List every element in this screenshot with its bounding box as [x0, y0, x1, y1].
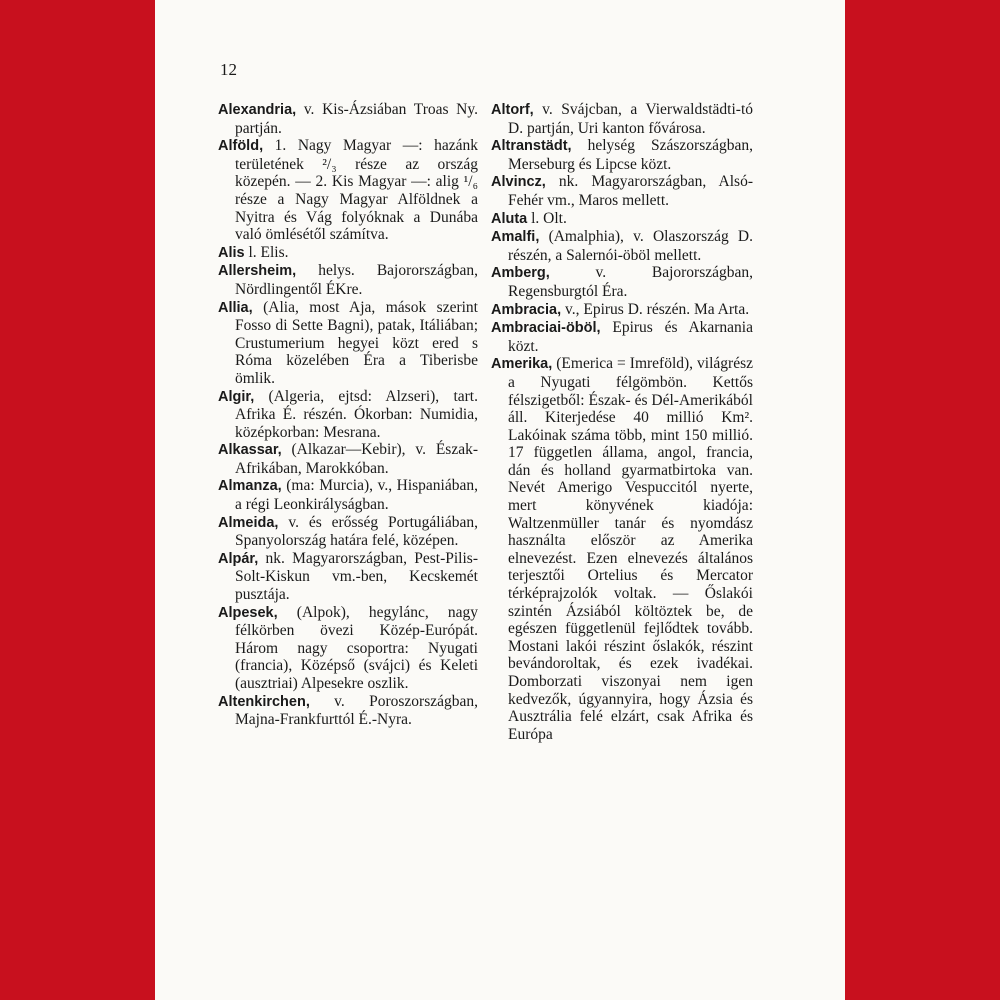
entry-text: v. Kis-Ázsiában Troas Ny. partján.: [235, 101, 478, 137]
entry-text: v. és erősség Portugáliában, Spanyolország határa felé, középen.: [235, 513, 478, 550]
entry: [218, 441, 478, 477]
entry-text: nk. Magyarországban, Alsó-Fehér vm., Maros mellett.: [508, 173, 753, 209]
entry: [218, 388, 478, 442]
headword: Altranstädt,: [491, 138, 572, 155]
headword: Ambracia,: [491, 301, 562, 318]
entry-text: v. Svájcban, a Vierwaldstädti-tó D. partján, Uri kanton fővárosa.: [508, 101, 753, 137]
headword: Amalfi,: [491, 229, 540, 246]
entry-text: v. Poroszországban, Majna-Frankfurttól É.-Nyra.: [235, 692, 478, 729]
headword: Alpesek,: [218, 604, 278, 621]
entry-text: v., Epirus D. részén. Ma Arta.: [561, 300, 750, 318]
headword: Alpár,: [218, 550, 259, 567]
headword: Algir,: [218, 388, 255, 405]
entry-text: Epirus és Akarnania közt.: [508, 319, 753, 355]
entry-text: l. Elis.: [244, 243, 289, 261]
entry: [218, 299, 478, 388]
headword: Alföld,: [218, 138, 264, 155]
entry: [491, 355, 753, 743]
entry-text: helység Szászországban, Merseburg és Lipcse közt.: [508, 137, 753, 173]
entry-text: (Emerica = Imreföld), világrész a Nyugati félgömbön. Kettős félszigetből: Észak- és Dél-Amerikából áll. Kiterjedése 40 millió Km². Lakóinak száma több, mint 150 millió. 17 független állama, angol, francia, dán és holland gyarmatbirtoka van. Nevét Amerigo Vespuccitól nyerte, mert könyvének kiadója: Waltzenmüller tanár és nyomdász használta először az Amerika elnevezést. Ezen elnevezés általános terjesztői Ortelius és Mercator térképrajzolók voltak. — Őslakói szintén Ázsiából költöztek be, de egészen függetlenül fejlődtek tovább. Mostani lakói részint őslakók, részint bevándoroltak, és ezek ivadékai. Domborzati viszonyai nem igen kedvezők, úgyannyira, hogy Ázsia és Ausztrália felé elzárt, csak Afrika és Európa: [508, 355, 753, 743]
entry: [218, 477, 478, 513]
headword: Allersheim,: [218, 263, 297, 280]
entry: [491, 101, 753, 137]
entry-text: nk. Magyarországban, Pest-Pilis-Solt-Kiskun vm.-ben, Kecskemét pusztája.: [235, 549, 478, 604]
headword: Altenkirchen,: [218, 693, 310, 710]
headword: Altorf,: [491, 102, 534, 118]
headword: Amerika,: [491, 356, 553, 373]
headword: Ambraciai-öböl,: [491, 320, 601, 337]
right-column: [491, 101, 753, 743]
entry-text: (Alia, most Aja, mások szerint Fosso di Sette Bagni), patak, Itáliában; Crustumerium hegyei közt ered s Róma közelében Éra a Tiberisbe ömlik.: [235, 298, 478, 387]
entry: [491, 210, 753, 229]
headword: Alkassar,: [218, 442, 282, 459]
entry-text: (Alkazar—Kebir), v. Észak-Afrikában, Marokkóban.: [235, 441, 478, 477]
headword: Almanza,: [218, 478, 282, 495]
headword: Aluta: [491, 210, 528, 227]
entry-text: l. Olt.: [527, 209, 567, 227]
entry: [218, 137, 478, 244]
page-number: 12: [220, 60, 237, 79]
entry-text: (Algeria, ejtsd: Alzseri), tart. Afrika É. részén. Ókorban: Numidia, középkorban: Mesrana.: [235, 387, 478, 441]
entry: [491, 137, 753, 173]
headword: Almeida,: [218, 514, 279, 531]
entry: [218, 550, 478, 604]
entry: [491, 264, 753, 300]
entry-text: helys. Bajorországban, Nördlingentől ÉKre.: [235, 262, 478, 298]
entry: [491, 319, 753, 355]
headword: Amberg,: [491, 265, 550, 282]
entry: [218, 244, 478, 263]
headword: Alvincz,: [491, 174, 546, 191]
entry-text: (Alpok), hegylánc, nagy félkörben övezi Közép-Európát. Három nagy csoportra: Nyugati (francia), Középső (svájci) és Keleti (ausztriai) Alpesekre oszlik.: [235, 603, 478, 692]
entry: [218, 693, 478, 729]
entry: [491, 301, 753, 320]
headword: Allia,: [218, 299, 253, 316]
entry: [218, 101, 478, 137]
book-page: [155, 0, 845, 1000]
entry: [491, 228, 753, 264]
entry-text: (Amalphia), v. Olaszország D. részén, a Salernói-öböl mellett.: [508, 228, 753, 264]
entry: [218, 262, 478, 298]
entry-text: (ma: Murcia), v., Hispaniában, a régi Leonkirályságban.: [235, 477, 478, 514]
headword: Alis: [218, 244, 245, 261]
left-column: [218, 101, 478, 729]
entry: [218, 514, 478, 550]
entry-text: v. Bajorországban, Regensburgtól Éra.: [508, 264, 753, 300]
entry: [218, 604, 478, 693]
entry-text: 1. Nagy Magyar —: hazánk területének ²/₃ része az ország közepén. — 2. Kis Magyar —: alig ¹/₆ része a Nagy Magyar Alföldnek a Nyitra és Vág folyóknak a Dunába való ömlésétől számítva.: [235, 137, 478, 244]
entry: [491, 173, 753, 209]
headword: Alexandria,: [218, 102, 297, 118]
